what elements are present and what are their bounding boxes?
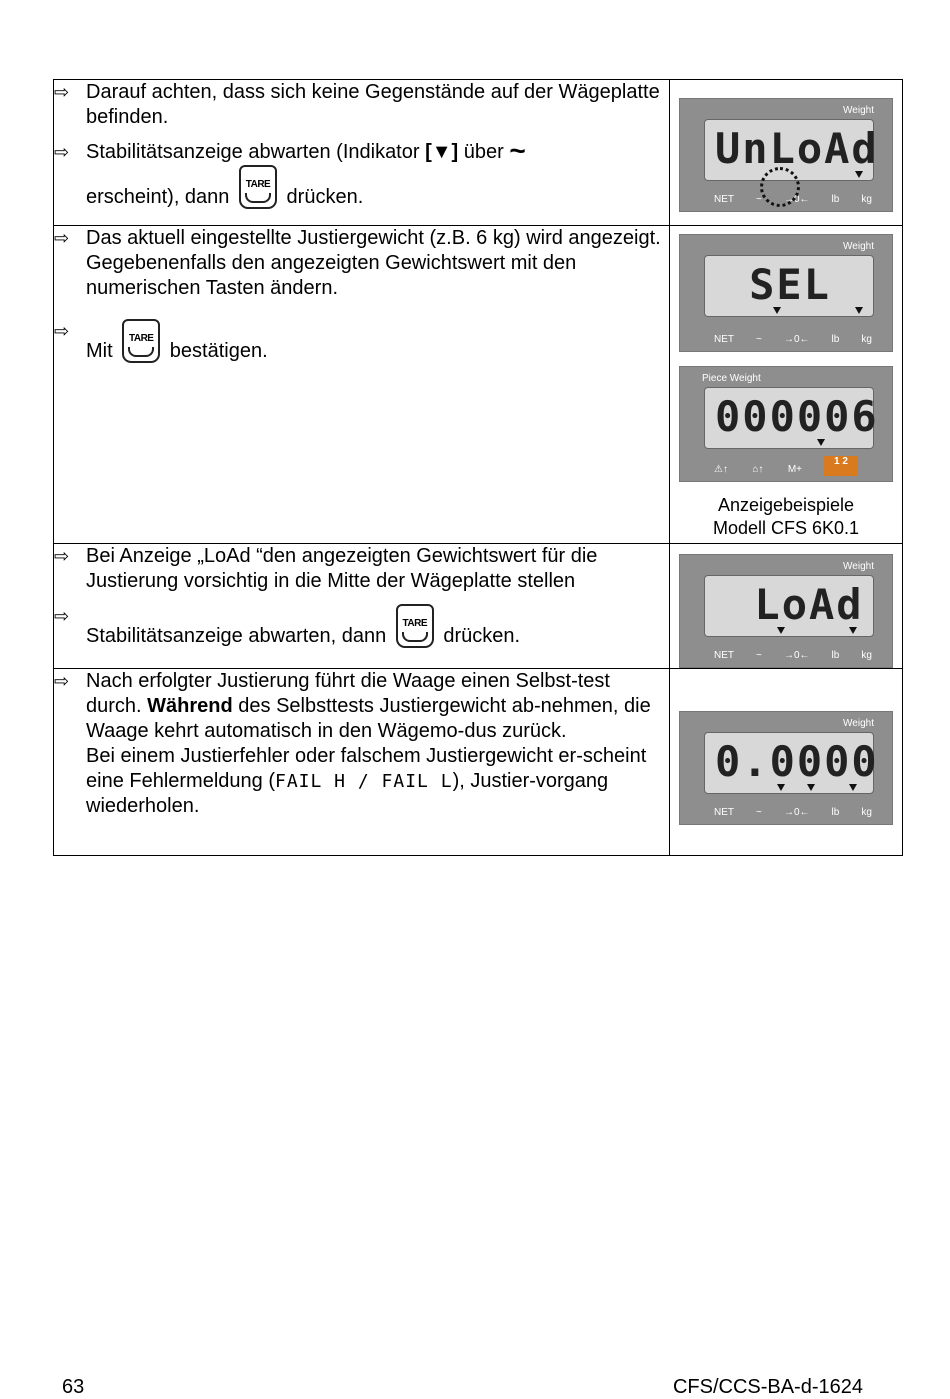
annunciator: →0← (783, 334, 810, 345)
lcd-screen (704, 387, 879, 449)
annunciator: NET (714, 194, 734, 205)
indicator-arrow-icon (849, 627, 857, 634)
lcd-screen (704, 255, 874, 317)
display-label: Piece Weight (702, 373, 761, 384)
indicator-arrow-icon (773, 307, 781, 314)
step-item (54, 226, 669, 301)
stability-icon: ~ (509, 135, 526, 166)
step-item (54, 319, 669, 364)
step-item (54, 135, 669, 210)
step-item (54, 669, 669, 819)
step-text-cell (54, 80, 670, 226)
step-text: Das aktuell eingestellte Justiergewicht (z.B. 6 kg) wird angezeigt. (86, 227, 661, 249)
annunciator: kg (861, 650, 872, 661)
step-text: Bei einem Justierfehler oder falschem Justiergewicht er-scheint eine Fehlermeldung ( (86, 745, 647, 792)
tare-key-icon: TARE (122, 319, 160, 363)
arrow-icon: ⇨ (54, 142, 70, 162)
lcd-screen (704, 732, 879, 794)
indicator-arrow-icon (817, 439, 825, 446)
annunciator: NET (714, 650, 734, 661)
lcd-digits: 000006 (715, 392, 879, 441)
annunciator: lb (831, 807, 840, 818)
step-text: Darauf achten, dass sich keine Gegenstände auf der Wägeplatte befinden. (86, 81, 660, 128)
annunciator: →0← (783, 650, 810, 661)
annunciator: ⌂↑ (752, 464, 764, 475)
annunciator: NET (714, 334, 734, 345)
annunciator: ~ (756, 334, 762, 345)
weight-display (679, 234, 893, 352)
step-text: bestätigen. (169, 340, 268, 362)
annunciator-row (714, 650, 872, 661)
display-cell (670, 544, 903, 669)
step-text: über (458, 141, 510, 163)
annunciator-row (714, 334, 872, 345)
annunciator: lb (831, 194, 840, 205)
table-row (54, 226, 903, 544)
count-badge-icon: 1 2 (824, 456, 858, 476)
annunciator: kg (861, 334, 872, 345)
annunciator: lb (831, 334, 840, 345)
page-number: 63 (62, 1376, 85, 1398)
step-item (54, 80, 669, 130)
table-row (54, 669, 903, 856)
figure-caption (670, 494, 902, 540)
tare-key-icon: TARE (239, 165, 277, 209)
lcd-screen (704, 575, 874, 637)
step-text: erscheint), dann (86, 186, 230, 208)
annunciator-row (714, 464, 802, 475)
weight-display (679, 98, 893, 212)
table-row (54, 80, 903, 226)
annunciator: lb (831, 650, 840, 661)
caption-line: Anzeigebeispiele (717, 495, 855, 515)
annunciator: NET (714, 807, 734, 818)
step-text-cell (54, 226, 670, 544)
lcd-digits: SEL (749, 260, 831, 309)
step-text: Nach erfolgter Justierung führt die Waage einen Selbst-test durch. (86, 670, 610, 717)
piece-weight-display (679, 366, 893, 482)
annunciator: ~ (756, 194, 762, 205)
tare-key-icon: TARE (396, 604, 434, 648)
arrow-icon: ⇨ (54, 321, 70, 341)
bold-word: Während (147, 695, 233, 717)
step-text: des Selbsttests Justiergewicht ab-nehmen, die Waage kehrt automatisch in den Wägemo-dus zurück. (86, 695, 651, 742)
step-item (54, 604, 669, 649)
step-text: drücken. (443, 625, 521, 647)
step-text: Bei Anzeige „LoAd “den angezeigten Gewichtswert für die Justierung vorsichtig in die Mitte der Wägeplatte stellen (86, 545, 598, 592)
step-item (54, 544, 669, 594)
weight-display (679, 554, 893, 668)
arrow-icon: ⇨ (54, 82, 70, 102)
step-text: Mit (86, 340, 113, 362)
annunciator: →0← (783, 194, 810, 205)
indicator-arrow-icon (855, 307, 863, 314)
highlight-circle-icon (760, 167, 800, 207)
step-text: drücken. (286, 186, 364, 208)
display-cell (670, 669, 903, 856)
annunciator: kg (861, 807, 872, 818)
indicator-arrow-icon (849, 784, 857, 791)
step-text: Stabilitätsanzeige abwarten (Indikator (86, 141, 426, 163)
arrow-icon: ⇨ (54, 546, 70, 566)
display-label: Weight (843, 561, 874, 572)
lcd-digits: LoAd (754, 580, 864, 629)
indicator-arrow-icon (855, 171, 863, 178)
annunciator-row (714, 807, 872, 818)
step-text: ), Justier-vorgang wiederholen. (86, 770, 609, 817)
lcd-digits: UnLoAd (715, 124, 879, 173)
display-label: Weight (843, 718, 874, 729)
table-row (54, 544, 903, 669)
annunciator: →0← (783, 807, 810, 818)
document-id: CFS/CCS-BA-d-1624 (672, 1376, 863, 1398)
annunciator: kg (861, 194, 872, 205)
arrow-icon: ⇨ (54, 228, 70, 248)
indicator-symbol: [▼] (425, 141, 459, 163)
error-message-segment: FAIL H / FAIL L (275, 771, 453, 792)
indicator-arrow-icon (807, 784, 815, 791)
annunciator: M+ (787, 464, 802, 475)
indicator-arrow-icon (777, 784, 785, 791)
annunciator: ~ (756, 807, 762, 818)
display-label: Weight (843, 241, 874, 252)
step-text-cell (54, 669, 670, 856)
annunciator: ⚠↑ (714, 464, 728, 475)
caption-line: Modell CFS 6K0.1 (712, 518, 860, 538)
display-cell (670, 80, 903, 226)
indicator-arrow-icon (777, 627, 785, 634)
display-cell (670, 226, 903, 544)
lcd-digits: 0.0000 (715, 737, 879, 786)
step-text: Gegebenenfalls den angezeigten Gewichtswert mit den numerischen Tasten ändern. (86, 252, 577, 299)
annunciator: ~ (756, 650, 762, 661)
arrow-icon: ⇨ (54, 671, 70, 691)
step-text-cell (54, 544, 670, 669)
display-label: Weight (843, 105, 874, 116)
weight-display (679, 711, 893, 825)
arrow-icon: ⇨ (54, 606, 70, 626)
step-text: Stabilitätsanzeige abwarten, dann (86, 625, 387, 647)
instruction-table (53, 79, 903, 856)
